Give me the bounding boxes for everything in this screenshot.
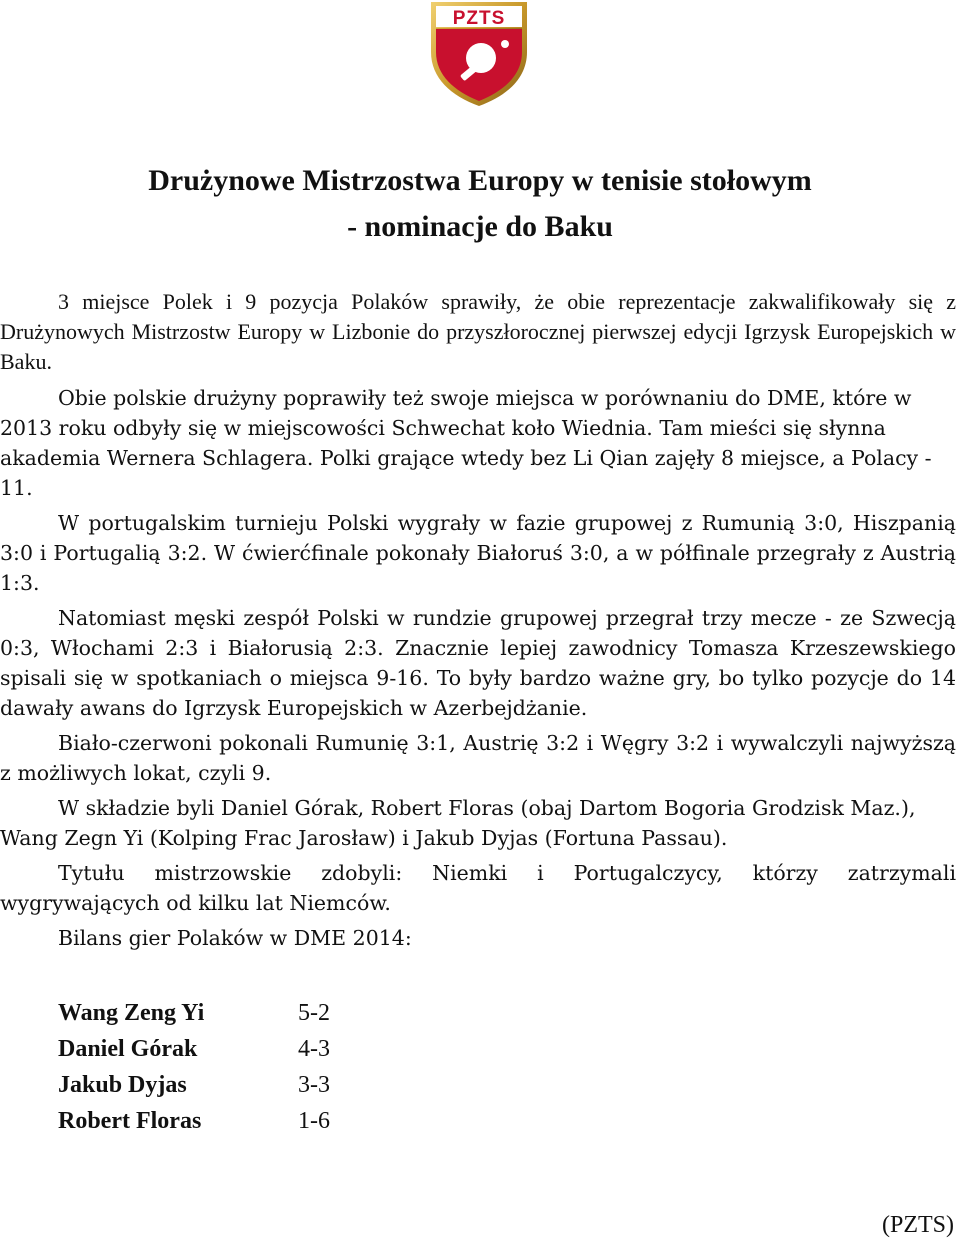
paragraph: Tytułu mistrzowskie zdobyli: Niemki i Portugalczycy, którzy zatrzymali wygrywających od kilku lat Niemców. xyxy=(0,861,956,915)
player-name: Robert Floras xyxy=(58,1108,202,1134)
player-stat-row xyxy=(58,995,330,1031)
player-score: 1-6 xyxy=(298,1108,330,1134)
paragraph: Natomiast męski zespół Polski w rundzie grupowej przegrał trzy mecze - ze Szwecją 0:3, Włochami 2:3 i Białorusią 2:3. Znacznie lepiej zawodnicy Tomasza Krzeszewskiego spisali się w spotkaniach o miejsca 9-16. To były bardzo ważne gry, bo tylko pozycje do 14 dawały awans do Igrzysk Europejskich w Azerbejdżanie. xyxy=(0,606,956,720)
player-stat-row xyxy=(58,1067,330,1103)
player-name: Jakub Dyjas xyxy=(58,1072,187,1098)
player-stat-row xyxy=(58,1103,330,1139)
player-name: Daniel Górak xyxy=(58,1036,198,1062)
paragraph: W składzie byli Daniel Górak, Robert Floras (obaj Dartom Bogoria Grodzisk Maz.), Wang Zegn Yi (Kolping Frac Jarosław) i Jakub Dyjas (Fortuna Passau). xyxy=(0,796,916,850)
player-name: Wang Zeng Yi xyxy=(58,1000,205,1026)
player-score: 3-3 xyxy=(298,1072,330,1098)
paragraph: Obie polskie drużyny poprawiły też swoje miejsca w porównaniu do DME, które w 2013 roku odbyły się w miejscowości Schwechat koło Wiednia. Tam mieści się słynna akademia Wernera Schlagera. Polki grające wtedy bez Li Qian zajęły 8 miejsce, a Polacy - 11. xyxy=(0,386,932,500)
player-score: 5-2 xyxy=(298,1000,330,1026)
svg-text:PZTS: PZTS xyxy=(452,8,506,29)
player-stats-list xyxy=(58,995,330,1139)
paragraph: Biało-czerwoni pokonali Rumunię 3:1, Austrię 3:2 i Węgry 3:2 i wywalczyli najwyższą z możliwych lokat, czyli 9. xyxy=(0,731,956,785)
paragraph: Bilans gier Polaków w DME 2014: xyxy=(58,926,412,950)
article-body xyxy=(0,287,956,958)
player-stat-row xyxy=(58,1031,330,1067)
source-credit: (PZTS) xyxy=(882,1212,954,1238)
pzts-logo xyxy=(427,0,531,108)
paragraph: W portugalskim turnieju Polski wygrały w fazie grupowej z Rumunią 3:0, Hiszpanią 3:0 i Portugalią 3:2. W ćwierćfinale pokonały Białoruś 3:0, a w półfinale przegrały z Austrią 1:3. xyxy=(0,511,956,595)
page-subtitle: - nominacje do Baku xyxy=(347,210,613,243)
page-title: Drużynowe Mistrzostwa Europy w tenisie stołowym xyxy=(148,164,812,197)
paragraph: 3 miejsce Polek i 9 pozycja Polaków sprawiły, że obie reprezentacje zakwalifikowały się z Drużynowych Mistrzostw Europy w Lizbonie do przyszłorocznej pierwszej edycji Igrzysk Europejskich w Baku. xyxy=(0,289,956,374)
player-score: 4-3 xyxy=(298,1036,330,1062)
